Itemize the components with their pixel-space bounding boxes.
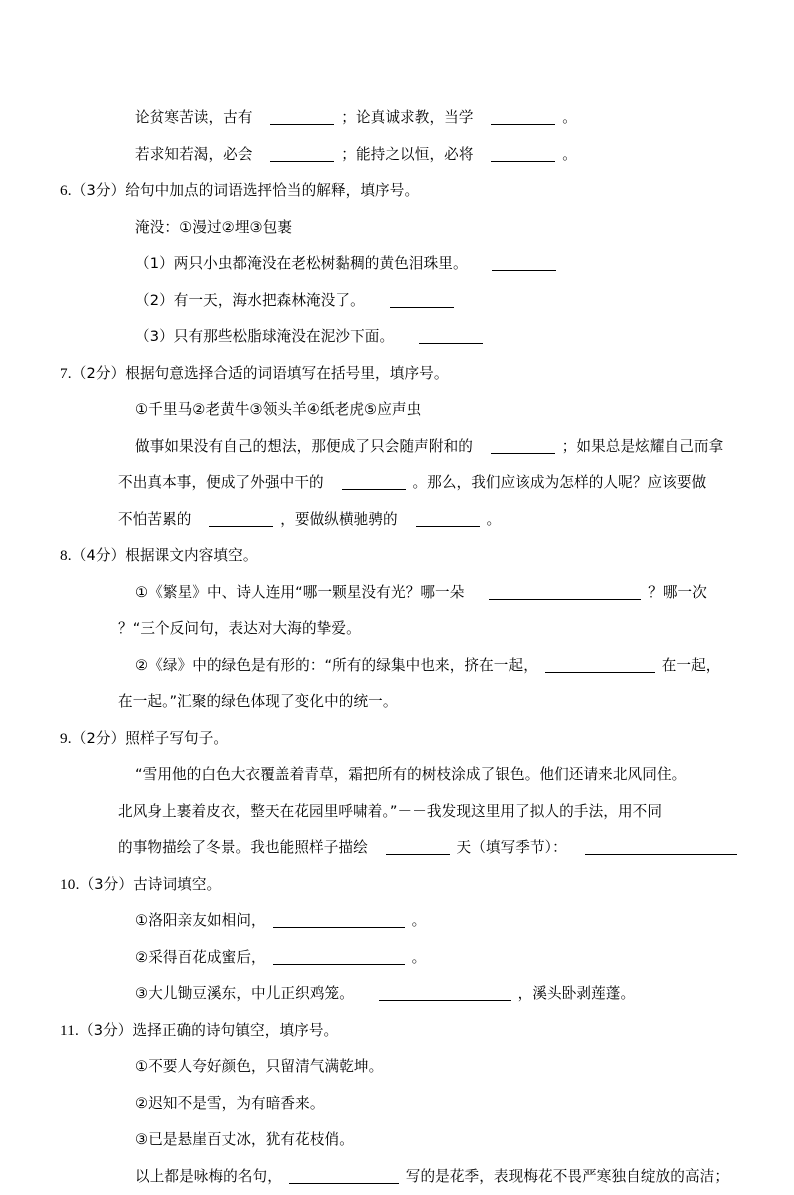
fill-blank[interactable]: [209, 514, 273, 527]
item-text: 只有那些松脂球淹没在泥沙下面。: [174, 328, 394, 345]
question-7-paragraph-line-1: [60, 429, 734, 466]
question-6-number: 6: [60, 182, 68, 199]
item-label: ①: [135, 584, 148, 601]
item-label: ②: [135, 949, 148, 966]
fill-blank[interactable]: [419, 331, 483, 344]
item-text: 迟知不是雪，为有暗香来。: [148, 1095, 324, 1112]
carryover-line-2: [60, 137, 734, 174]
question-11-item-2: [60, 1086, 734, 1123]
carryover-line-1-text-a: 论贫寒苦读，古有: [135, 109, 253, 126]
paragraph-seg: 北风身上裹着皮衣，整天在花园里呼啸着。”－－我发现这里用了拟人的手法，用不同: [118, 803, 662, 820]
question-9-paragraph-line-3: [60, 830, 734, 867]
paragraph-seg: 。: [486, 511, 501, 528]
question-7-points: （2分）: [72, 365, 125, 382]
paragraph-seg: 不怕苦累的: [118, 511, 191, 528]
question-9-heading: 9.（2分）照样子写句子。: [60, 721, 734, 758]
question-11-points: （3分）: [79, 1022, 132, 1039]
paragraph-seg: 不出真本事，便成了外强中干的: [118, 474, 324, 491]
question-9-paragraph-line-2: [60, 794, 734, 831]
fill-blank[interactable]: [489, 587, 641, 600]
document-body: [60, 100, 734, 1195]
question-6-item-2: [60, 283, 734, 320]
item-seg: 。: [412, 912, 427, 929]
item-label: ③: [135, 985, 148, 1002]
question-7-heading: 7.（2分）根据句意选择合适的词语填写在括号里，填序号。: [60, 356, 734, 393]
question-10-item-1: [60, 903, 734, 940]
item-seg: 采得百花成蜜后，: [148, 949, 266, 966]
closing-seg: 以上都是咏梅的名句，: [135, 1168, 282, 1185]
question-11-closing: [60, 1159, 734, 1195]
paragraph-seg: 天（填写季节）：: [457, 839, 567, 856]
question-11-item-1: [60, 1049, 734, 1086]
item-seg: 《绿》中的绿色是有形的：“所有的绿集中也来，挤在一起，: [148, 657, 538, 674]
fill-blank[interactable]: [416, 514, 480, 527]
paragraph-seg: 的事物描绘了冬景。我也能照样子描绘: [118, 839, 368, 856]
question-8-item-2-line-2: [60, 684, 734, 721]
item-seg: 。: [412, 949, 427, 966]
question-6-points: （3分）: [72, 182, 125, 199]
question-9-paragraph-line-1: [60, 757, 734, 794]
question-6-options-text: 淹没：①漫过②埋③包裹: [135, 219, 292, 236]
item-label: ②: [135, 1095, 148, 1112]
item-text: 有一天，海水把森林淹没了。: [174, 292, 365, 309]
paragraph-seg: “雪用他的白色大衣覆盖着青草，霜把所有的树枝涂成了银色。他们还请来北风同住。: [135, 766, 686, 783]
question-6-heading: 6.（3分）给句中加点的词语选抨恰当的解释，填序号。: [60, 173, 734, 210]
carryover-line-2-text-b: ；能持之以恒，必将: [341, 146, 473, 163]
item-seg: ，溪头卧剥莲蓬。: [518, 985, 636, 1002]
question-10-points: （3分）: [80, 876, 133, 893]
fill-blank[interactable]: [545, 660, 655, 673]
item-label: ③: [135, 1131, 148, 1148]
item-label: ①: [135, 912, 148, 929]
carryover-line-1-text-b: ；论真诚求教，当学: [341, 109, 473, 126]
question-7-number: 7: [60, 365, 68, 382]
item-text: 已是悬崖百丈冰，犹有花枝俏。: [148, 1131, 354, 1148]
fill-blank[interactable]: [492, 258, 556, 271]
fill-blank[interactable]: [273, 915, 405, 928]
carryover-line-2-text-a: 若求知若渴，必会: [135, 146, 253, 163]
item-label: ①: [135, 1058, 148, 1075]
paragraph-seg: 。那么，我们应该成为怎样的人呢？应该要做: [412, 474, 706, 491]
question-10-prompt: 古诗词填空。: [133, 876, 221, 893]
question-11-heading: 11.（3分）选择正确的诗句镇空，填序号。: [60, 1013, 734, 1050]
item-text: 不要人夸好颜色，只留清气满乾坤。: [148, 1058, 383, 1075]
question-7-options-text: ①千里马②老黄牛③领头羊④纸老虎⑤应声虫: [135, 401, 421, 418]
question-11-number: 11: [60, 1022, 75, 1039]
question-9-prompt: 照样子写句子。: [125, 730, 228, 747]
question-9-number: 9: [60, 730, 68, 747]
carryover-line-2-text-c: 。: [562, 146, 577, 163]
closing-seg: 写的是花季，表现梅花不畏严寒独自绽放的高洁；: [406, 1168, 729, 1185]
question-7-paragraph-line-2: [60, 465, 734, 502]
item-seg: ？哪一次: [648, 584, 707, 601]
item-seg: 洛阳亲友如相问，: [148, 912, 266, 929]
item-seg: 在一起。”汇聚的绿色体现了变化中的统一。: [118, 693, 398, 710]
item-seg: ？“三个反问句，表达对大海的挚爱。: [118, 620, 361, 637]
question-8-item-2-line-1: [60, 648, 734, 685]
question-10-item-2: [60, 940, 734, 977]
fill-blank[interactable]: [491, 112, 555, 125]
carryover-line-1-text-c: 。: [562, 109, 577, 126]
paragraph-seg: 做事如果没有自己的想法，那便成了只会随声附和的: [135, 438, 473, 455]
question-8-points: （4分）: [72, 547, 125, 564]
question-10-item-3: [60, 976, 734, 1013]
fill-blank[interactable]: [342, 477, 406, 490]
question-9-points: （2分）: [72, 730, 125, 747]
item-seg: 《繁星》中、诗人连用“哪一颗星没有光？哪一朵: [148, 584, 464, 601]
fill-blank[interactable]: [585, 842, 737, 855]
question-6-item-3: [60, 319, 734, 356]
item-label: （3）: [135, 328, 174, 345]
question-8-item-1-line-2: [60, 611, 734, 648]
question-8-number: 8: [60, 547, 68, 564]
question-11-prompt: 选择正确的诗句镇空，填序号。: [133, 1022, 339, 1039]
item-label: （2）: [135, 292, 174, 309]
item-seg: 大儿锄豆溪东，中儿正织鸡笼。: [148, 985, 354, 1002]
question-8-item-1-line-1: [60, 575, 734, 612]
question-10-heading: 10.（3分）古诗词填空。: [60, 867, 734, 904]
question-7-prompt: 根据句意选择合适的词语填写在括号里，填序号。: [125, 365, 448, 382]
fill-blank[interactable]: [289, 1171, 399, 1184]
question-11-item-3: [60, 1122, 734, 1159]
paragraph-seg: ；如果总是炫耀自己而拿: [562, 438, 724, 455]
paragraph-seg: ，要做纵横驰骋的: [280, 511, 398, 528]
fill-blank[interactable]: [379, 988, 511, 1001]
carryover-line-1: [60, 100, 734, 137]
fill-blank[interactable]: [386, 842, 450, 855]
item-label: ②: [135, 657, 148, 674]
question-8-heading: 8.（4分）根据课文内容填空。: [60, 538, 734, 575]
fill-blank[interactable]: [491, 149, 555, 162]
fill-blank[interactable]: [273, 952, 405, 965]
fill-blank[interactable]: [491, 441, 555, 454]
question-10-number: 10: [60, 876, 76, 893]
question-7-options: [60, 392, 734, 429]
question-8-prompt: 根据课文内容填空。: [125, 547, 257, 564]
item-text: 两只小虫都淹没在老松树黏稠的黄色泪珠里。: [174, 255, 468, 272]
item-seg: 在一起，: [662, 657, 721, 674]
fill-blank[interactable]: [270, 149, 334, 162]
item-label: （1）: [135, 255, 174, 272]
fill-blank[interactable]: [270, 112, 334, 125]
question-6-prompt: 给句中加点的词语选抨恰当的解释，填序号。: [125, 182, 419, 199]
fill-blank[interactable]: [390, 295, 454, 308]
question-6-item-1: [60, 246, 734, 283]
question-6-options: [60, 210, 734, 247]
question-7-paragraph-line-3: [60, 502, 734, 539]
